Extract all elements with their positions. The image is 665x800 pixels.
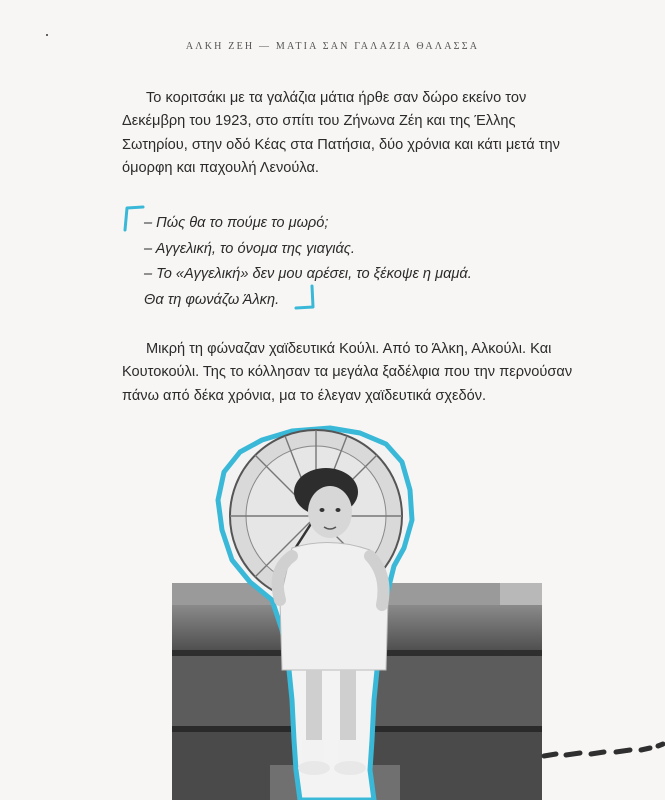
paragraph-1-text: Το κοριτσάκι με τα γαλάζια μάτια ήρθε σαν δώρο εκείνο τον Δεκέμβρη του 1923, στο σπίτι του Ζήνωνα Ζέη και της Έλλης Σωτηρίου, στην οδό Κέας στα Πατήσια, δύο χρόνια και κάτι μετά την όμορφη και παχουλή Λενούλα. bbox=[122, 90, 560, 177]
dialogue-line: – Πώς θα το πούμε το μωρό; bbox=[144, 215, 329, 231]
paragraph-1 bbox=[122, 87, 584, 181]
close-bracket-mark bbox=[290, 283, 320, 313]
dialogue-line: – Το «Αγγελική» δεν μου αρέσει, το ξέκοψε η μαμά. bbox=[144, 266, 472, 282]
paragraph-2-text: Μικρή τη φώναζαν χαϊδευτικά Κούλι. Από το Άλκη, Αλκούλι. Και Κουτοκούλι. Της το κόλλησαν τα μεγάλα ξαδέλφια που την περνούσαν πάνω από δέκα χρόνια, μα το έλεγαν χαϊδευτικά σχεδόν. bbox=[122, 341, 573, 404]
dialogue-block bbox=[144, 211, 564, 313]
dialogue-line: Θα τη φωνάζω Άλκη. bbox=[144, 291, 280, 308]
paragraph-2 bbox=[122, 338, 584, 408]
dialogue-line: – Αγγελική, το όνομα της γιαγιάς. bbox=[144, 240, 355, 257]
running-head: ΑΛΚΗ ΖΕΗ — ΜΑΤΙΑ ΣΑΝ ΓΑΛΑΖΙΑ ΘΑΛΑΣΣΑ bbox=[185, 41, 480, 52]
paper-speck bbox=[46, 34, 48, 36]
dashed-marker-line bbox=[544, 744, 663, 756]
childhood-photo-collage bbox=[0, 415, 665, 800]
